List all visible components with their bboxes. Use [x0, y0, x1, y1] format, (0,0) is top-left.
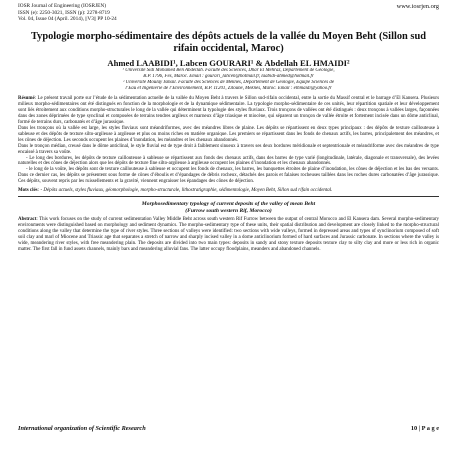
- resume-paragraph: - le long de la voûte, les dépôts sont de texture caillouteuse à sableuse et occupent les fonds de chenaux, les barres, les banquettes étroites de plaine d’inondation, les cônes de déjection et les bas des versants. Dans ce dernier cas, les dépôts se présentent sous forme de cônes d’éboulis et d’épandages de débris rocheux, détachés des parois et falaises rocheuses taillées dans les roches dures carbonatées d’âge jurassique. Ces dépôts, souvent repris par les ruissellements et la gravité, viennent engraisser les épandages des cônes de déjection.: [18, 167, 439, 185]
- english-title-line: Morphosedimentary typology of current deposits of the valley of mean Beht: [141, 201, 316, 208]
- affiliation-line: l’Eau et Ingénierie de l’Environnement, B.P. 11201, Zitoune, Meknès, Maroc. Email : elhmaidi@yahoo.fr: [125, 86, 332, 92]
- journal-name: IOSR Journal of Engineering (IOSRJEN): [18, 3, 106, 9]
- keywords-label: Mots clés: [18, 188, 38, 194]
- keywords: [18, 188, 439, 194]
- divider: [18, 196, 439, 197]
- paper-title: [18, 31, 439, 55]
- resume-paragraph: - Le long des bordures, les dépôts de texture caillouteuse à sableuse se répartissent aux fonds des chenaux actifs, dans des barres de type varié (longitudinale, latérale, diagonale et transversale), des levées naturelles et des cônes de déjection alors que les dépôts de texture fine silto-argileuse à argileuse occupent les plaines d’inondation et les chenaux abandonnés.: [18, 155, 439, 167]
- issn-line: ISSN (e): 2250-3021, ISSN (p): 2278-8719: [18, 9, 110, 16]
- affiliation-line: ² Université Moulay Ismail. Faculté des Sciences de Meknès, Département de Géologie, Equipe Sciences de: [122, 80, 334, 86]
- resume-paragraph: Dans les tronçons où la vallée est large, les styles fluviaux sont méandriformes, avec des méandres libres de plaine. Les dépôts se répartissent en deux types principaux : des dépôts de texture caillouteuse à sableuse et des dépôts de texture silto-argileuse à argileuse et plus ou moins riches en matière organique. Les premiers se répartissent dans les fonds de chenaux actifs, les barres, principalement des méandres, et les cônes de déjection. Les seconds occupent les plaines d’inondation, les méandres et les chenaux abandonnés.: [18, 125, 439, 143]
- english-title-line: (Furrow south western Rif, Morocco): [185, 208, 272, 214]
- affiliations: [18, 68, 439, 92]
- paper-title-text: Typologie morpho-sédimentaire des dépôts actuels de la vallée du Moyen Beht (Sillon sud rifain occidental, Maroc): [30, 30, 427, 54]
- affiliation-line: B.P. 1796, Fès, Maroc. Email : gourari_lahcen@hotmail.fr, laabidi-ahmed@hotmail.fr: [143, 74, 314, 80]
- authors-line: Ahmed LAABIDI¹, Labcen GOURARI¹ & Abdellah EL HMAIDI²: [107, 58, 350, 69]
- journal-info: [18, 3, 117, 23]
- resume-section: [18, 96, 439, 185]
- english-abstract: [18, 217, 439, 253]
- resume-label: Résumé: [18, 96, 35, 101]
- abstract-label: Abstract: [18, 216, 37, 222]
- affiliation-line: ¹ Université Sidi Mohamed Ben Abdellah. Faculté des Sciences, Dhar El Mehraz, Département de Géologie,: [122, 68, 335, 74]
- journal-header: [18, 3, 439, 23]
- page-number: 10 | P a g e: [410, 425, 439, 432]
- page-footer: [18, 425, 439, 432]
- resume-text: : Le présent travail porte sur l’étude de la sédimentation actuelle de la vallée du Moyen Beht à travers le Sillon sud-rifain occidental, entre la sortie du Massif central et le barrage d’El Kansera. Plusieurs milieux morpho-sédimentaires ont été distingués en fonction de la morphologie et de la dynamique sédimentaire. La typologie morpho-sédimentaire de ces unités, leur répartition spatiale et leur développement sont liés étroitement aux conditions morpho-structurales le long de la vallée qui déterminent la typologie des styles fluviaux. Trois tronçons de vallées ont été distingués : deux tronçons à vallées larges, façonnées dans des zones déprimées de type synclinal et composées de terrains tendres argileux et marneux d’âge triasique et miocène, qui séparent un tronçon de vallée étroite et fortement incisée dans un dôme anticlinal, formé de terrains durs, carbonatés et d’âge jurassique.: [18, 96, 439, 125]
- keywords-text: : - Dépôts actuels, styles fluviaux, géomorphologie, morpho-structurale, lithostratigraphie, sédimentologie, Moyen Beht, Sillon sud rifain occidental.: [37, 188, 333, 194]
- volume-line: Vol. 04, Issue 04 (April. 2014), ||V3|| PP 10-24: [18, 16, 117, 23]
- resume-paragraph: Dans le tronçon médian, creusé dans le dôme anticlinal, le style fluvial est de type droit à faiblement sinueux à travers ses deux bordures méridionale et septentrionale et méandriforme avec des méandres de type encaissé à travers sa voûte.: [18, 143, 439, 155]
- english-title: [18, 201, 439, 215]
- journal-website[interactable]: www.iosrjen.org: [396, 2, 439, 10]
- abstract-text: : This work focuses on the study of current sedimentation Valley Middle Beht across south western Rif Furrow between the output of central Morocco and El Kansera dam. Several morpho-sedimentary environments were distinguished based on morphology and sediment dynamics. The morpho-sedimentary type of these units, their spatial distribution and development are closely linked to the morpho-structural conditions along the valley that determine the type of river styles. Three sections of valleys were identified: two sections with wide valleys, formed in depressed areas and types of synclinorium composed of soft soil clay and marl of Miocene and Triassic age that separates a stretch of narrow and sharply incised valley in a dome anticlinorium formed of hard surfaces and Jurassic carbonate. In sections where the valley is wide, meandering river styles, with free meandering plain. The deposits are divided into two main types: deposits in sandy and stony texture deposits texture clay to silty clay and more or less rich in organic matter. The first fall in fund assets channels, mainly bars and meandering alluvial fans. The latter occupy floodplains, meanders and abandoned channels.: [18, 216, 439, 252]
- footer-organization: International organization of Scientific Research: [18, 425, 146, 432]
- resume-paragraph: [18, 96, 439, 126]
